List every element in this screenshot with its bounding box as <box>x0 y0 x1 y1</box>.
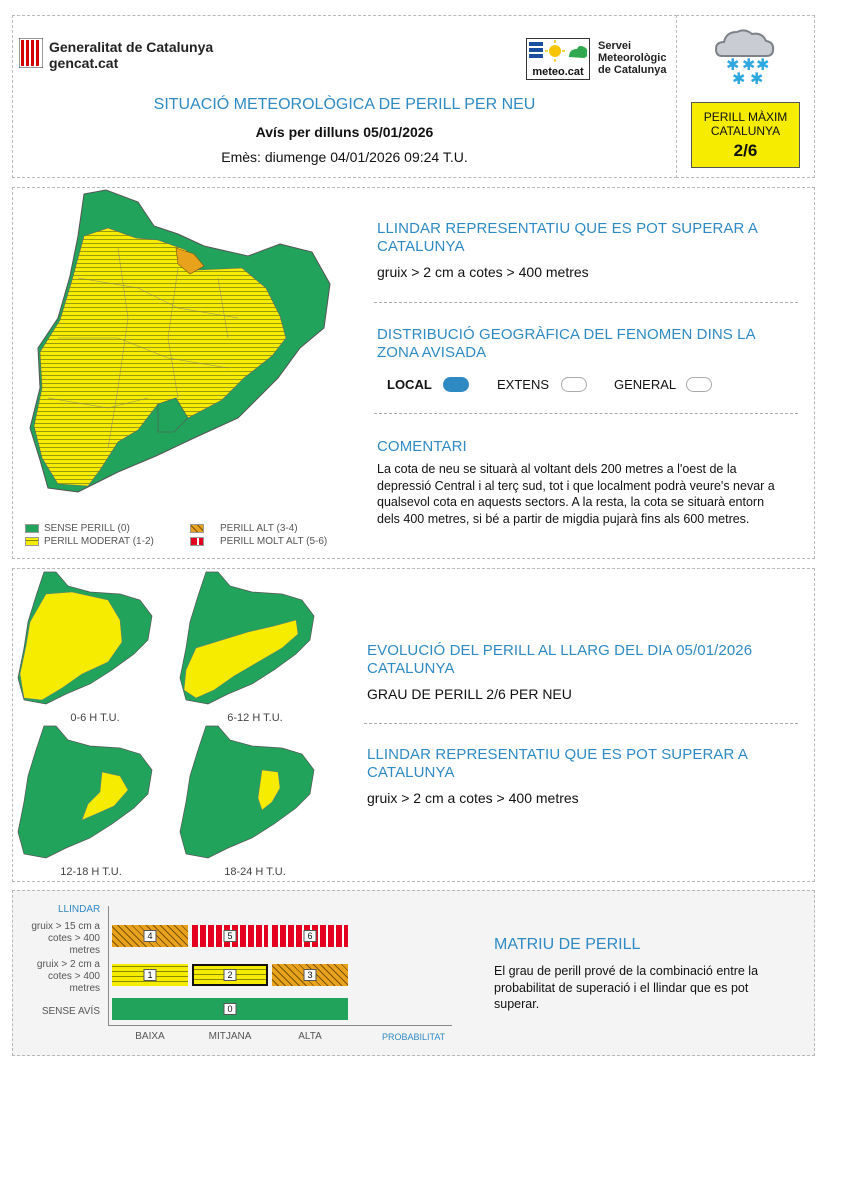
smc-line3: de Catalunya <box>598 64 667 76</box>
matrix-cell-number: 1 <box>143 969 156 981</box>
smc-line2: Meteorològic <box>598 52 667 64</box>
notice-date: Avís per dilluns 05/01/2026 <box>255 124 434 140</box>
svg-text:✱: ✱ <box>750 69 764 86</box>
matrix-cell-number: 5 <box>223 930 236 942</box>
max-danger-label-1: PERILL MÀXIM <box>703 110 788 124</box>
matrix-axis-y <box>108 906 109 1026</box>
matrix-cell-number: 6 <box>303 930 316 942</box>
max-danger-label-2: CATALUNYA <box>710 124 781 138</box>
legend-high: PERILL ALT (3-4) <box>220 523 298 534</box>
issued-time: Emès: diumenge 04/01/2026 09:24 T.U. <box>221 149 468 165</box>
matrix-cell-number: 3 <box>303 969 316 981</box>
matrix-cell-2-selected <box>192 964 268 986</box>
smc-line1: Servei <box>598 40 632 52</box>
max-danger-value: 2/6 <box>733 141 758 160</box>
max-danger-badge <box>691 102 800 168</box>
legend-no-danger: SENSE PERILL (0) <box>44 523 130 534</box>
comments-text: La cota de neu se situarà al voltant dels 200 metres a l'oest de la depressió Central i al terç sud, tot i que localment podrà veure's nevar a qualsevol cota en aquests sectors. A la resta, la cota se situarà entorn dels 400 metres, si bé a partir de migdia pujarà fins als 600 metres. <box>377 462 775 526</box>
legend-swatch-moderate <box>25 537 39 546</box>
matrix-title: MATRIU DE PERILL <box>494 936 641 953</box>
toggle-general[interactable] <box>686 377 712 392</box>
legend-swatch-very-high <box>190 537 204 546</box>
legend-swatch-high <box>190 524 204 533</box>
matrix-row-high-label: gruix > 15 cm a cotes > 400 metres <box>31 921 100 956</box>
svg-text:✱: ✱ <box>732 69 746 86</box>
period-label-0-6: 0-6 H T.U. <box>70 712 120 724</box>
legend-moderate: PERILL MODERAT (1-2) <box>44 536 154 547</box>
distribution-general-label: GENERAL <box>614 377 677 392</box>
matrix-row-low-label: gruix > 2 cm a cotes > 400 metres <box>36 959 100 994</box>
catalonia-danger-map <box>18 188 336 500</box>
evolution-map-12-18 <box>16 724 156 862</box>
svg-text:✱: ✱ <box>756 55 770 74</box>
matrix-cell-4 <box>112 925 188 947</box>
matrix-cell-number: 4 <box>143 930 156 942</box>
evolution-map-0-6 <box>16 570 156 708</box>
evolution-title: EVOLUCIÓ DEL PERILL AL LLARG DEL DIA 05/01/2026 CATALUNYA <box>367 642 753 677</box>
threshold2-title: LLINDAR REPRESENTATIU QUE ES POT SUPERAR A CATALUNYA <box>367 746 748 781</box>
matrix-cell-number: 2 <box>223 969 236 981</box>
matrix-cell-6 <box>272 925 348 947</box>
evolution-value: GRAU DE PERILL 2/6 PER NEU <box>367 686 572 702</box>
smc-name <box>598 40 666 76</box>
matrix-cell-0 <box>112 998 348 1020</box>
threshold-value: gruix > 2 cm a cotes > 400 metres <box>377 264 589 280</box>
snow-cloud-icon <box>712 24 776 86</box>
threshold2-value: gruix > 2 cm a cotes > 400 metres <box>367 790 579 806</box>
svg-text:✱: ✱ <box>726 55 740 74</box>
matrix-col-high: ALTA <box>298 1031 322 1042</box>
matrix-text: El grau de perill prové de la combinació entre la probabilitat de superació i el llindar que es pot superar. <box>494 964 759 1011</box>
matrix-row-none-label: SENSE AVÍS <box>41 1006 100 1017</box>
distribution-extens-label: EXTENS <box>497 377 550 392</box>
distribution-title: DISTRIBUCIÓ GEOGRÀFICA DEL FENOMEN DINS LA ZONA AVISADA <box>377 326 755 361</box>
meteocat-logo <box>526 38 590 80</box>
matrix-cell-number: 0 <box>223 1003 236 1015</box>
toggle-local[interactable] <box>443 377 469 392</box>
threshold-title: LLINDAR REPRESENTATIU QUE ES POT SUPERAR A CATALUNYA <box>377 220 758 255</box>
toggle-extens[interactable] <box>561 377 587 392</box>
matrix-col-low: BAIXA <box>135 1031 165 1042</box>
period-label-18-24: 18-24 H T.U. <box>224 866 286 878</box>
gencat-line2[interactable]: gencat.cat <box>49 55 119 71</box>
evolution-map-6-12 <box>178 570 318 708</box>
divider <box>364 723 798 724</box>
period-label-12-18: 12-18 H T.U. <box>60 866 122 878</box>
matrix-axis-x-label: PROBABILITAT <box>382 1032 446 1042</box>
comments-title: COMENTARI <box>377 438 467 455</box>
matrix-axis-y-label: LLINDAR <box>58 904 101 915</box>
report-title: SITUACIÓ METEOROLÒGICA DE PERILL PER NEU <box>153 96 536 113</box>
matrix-cell-5 <box>192 925 268 947</box>
evolution-map-18-24 <box>178 724 318 862</box>
distribution-local-label: LOCAL <box>387 377 432 392</box>
period-label-6-12: 6-12 H T.U. <box>227 712 283 724</box>
generalitat-logo <box>19 38 43 68</box>
matrix-cell-3 <box>272 964 348 986</box>
divider <box>374 302 798 303</box>
meteocat-brand: meteo.cat <box>532 66 584 78</box>
svg-text:✱: ✱ <box>742 55 756 74</box>
legend-very-high: PERILL MOLT ALT (5-6) <box>220 536 328 547</box>
gencat-line1: Generalitat de Catalunya <box>49 39 214 55</box>
matrix-cell-1 <box>112 964 188 986</box>
divider <box>374 413 798 414</box>
matrix-col-mid: MITJANA <box>208 1031 252 1042</box>
matrix-axis-x <box>108 1025 452 1026</box>
legend-swatch-no-danger <box>25 524 39 533</box>
